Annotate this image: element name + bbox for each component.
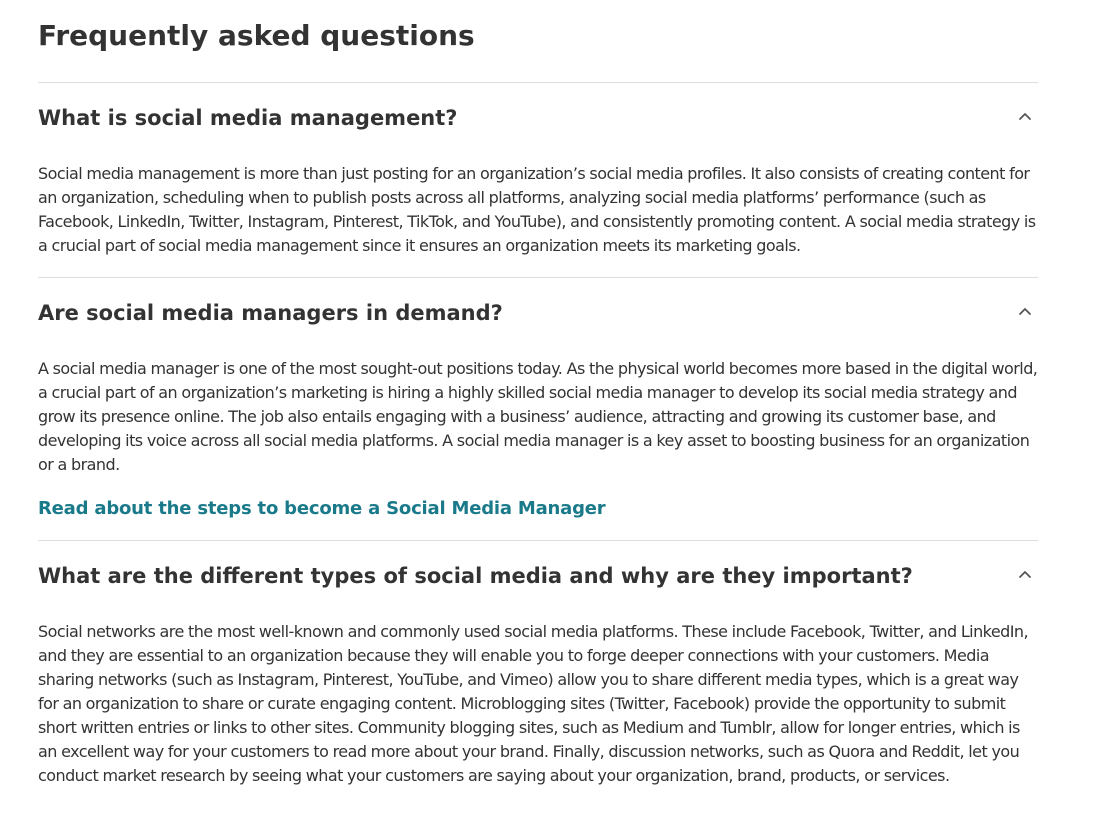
become-social-media-manager-link[interactable]: Read about the steps to become a Social Media Manager — [38, 498, 606, 519]
faq-question-3[interactable]: What are the different types of social media and why are they important? — [38, 564, 913, 588]
faq-question-1[interactable]: What is social media management? — [38, 106, 458, 130]
page-title: Frequently asked questions — [38, 19, 475, 52]
chevron-up-icon[interactable] — [1016, 567, 1034, 581]
faq-question-2[interactable]: Are social media managers in demand? — [38, 301, 503, 325]
faq-answer-3: Social networks are the most well-known and commonly used social media platforms. These include Facebook, Twitter, and LinkedIn, and they are essential to an organization because they will enable you to forge deeper connections with your customers. Media sharing networks (such as Instagram, Pinterest, YouTube, and Vimeo) allow you to share different media types, which is a great way for an organization to share or curate engaging content. Microblogging sites (Twitter, Facebook) provide the opportunity to submit short written entries or links to other sites. Community blogging sites, such as Medium and Tumblr, allow for longer entries, which is an excellent way for your customers to read more about your brand. Finally, discussion networks, such as Quora and Reddit, let you conduct market research by seeing what your customers are saying about your organization, brand, products, or services. — [38, 622, 1029, 785]
chevron-up-icon[interactable] — [1016, 304, 1034, 318]
divider — [38, 82, 1038, 83]
chevron-up-icon[interactable] — [1016, 109, 1034, 123]
faq-answer-1: Social media management is more than just posting for an organization’s social media profiles. It also consists of creating content for an organization, scheduling when to publish posts across all platforms, analyzing social media platforms’ performance (such as Facebook, LinkedIn, Twitter, Instagram, Pinterest, TikTok, and YouTube), and consistently promoting content. A social media strategy is a crucial part of social media management since it ensures an organization meets its marketing goals. — [38, 164, 1036, 255]
divider — [38, 277, 1038, 278]
divider — [38, 540, 1038, 541]
faq-answer-2: A social media manager is one of the most sought-out positions today. As the physical world becomes more based in the digital world, a crucial part of an organization’s marketing is hiring a highly skilled social media manager to develop its social media strategy and grow its presence online. The job also entails engaging with a business’ audience, attracting and growing its customer base, and developing its voice across all social media platforms. A social media manager is a key asset to boosting business for an organization or a brand. — [38, 359, 1038, 474]
